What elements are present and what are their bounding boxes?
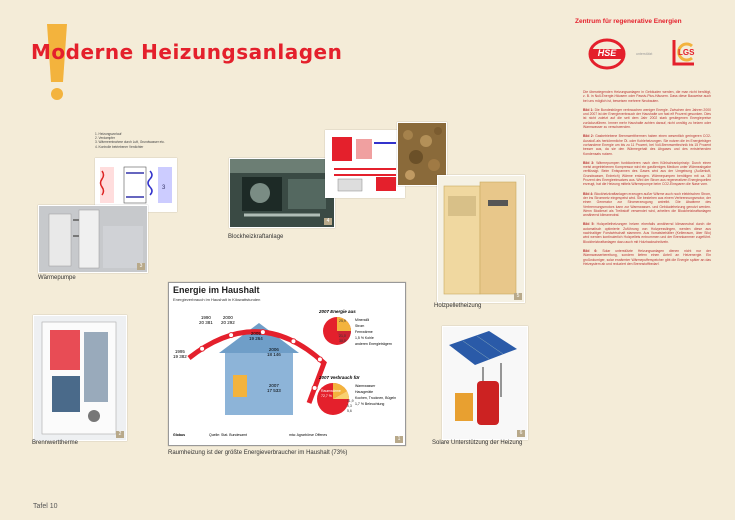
year-marker-2006 — [317, 357, 322, 362]
tag-6: 6 — [517, 430, 525, 437]
bild1-paragraph: Bild 1: Die Bundesbürger verbrauchen weniger Energie. Zwischen den Jahren 2000 und 2007 ist der Energieverbrauch der Haushalte um fast elf Prozent gesunken. Dies ist nicht zuletzt auf die seit dem Jahr 2002 stark gestiegenen Energiepreise zurückzuführen. Immer mehr Haushalte achten darauf, nicht unnötig zu heizen oder Warmwasser zu verschwenden. — [583, 107, 711, 130]
use-title: 2007 Verbrauch für — [319, 375, 360, 380]
sidebar-text — [583, 90, 711, 266]
hse-logo: HSE — [588, 38, 626, 70]
footer-right-label: mta: Agrarbörse Offenes — [289, 433, 328, 437]
tag-4: 4 — [324, 218, 332, 225]
heat-pump-photo — [38, 205, 148, 273]
tag-2: 2 — [116, 431, 124, 438]
bild4-paragraph: Bild 4: Blockheizkraftanlagen erzeugen außer Wärme auch noch elektrischen Strom, der ins Stromnetz eingespeist wird. Sie bestehen aus einem Verbrennungsmotor, der einen Generator zur Stromerzeugung antreibt. Die Abwärme des Verbrennungsmotors kann zur Warmwasser- und Gebäudeheizung genutzt werden. Wenn Biodiesel als Treibstoff verwendet wird, arbeiten die Blockheizkraftanlagen annähernd klimaneutral. — [583, 191, 711, 218]
use-values: Raumwärme 72,7 % 11,9 5,3 5,6 — [321, 389, 354, 413]
year-marker-1995 — [229, 333, 234, 338]
page-title: Moderne Heizungsanlagen — [31, 40, 343, 64]
tag-5: 5 — [514, 293, 522, 300]
condensing-boiler-photo — [33, 315, 127, 441]
bhkw-diagram — [325, 130, 405, 198]
bild3-paragraph: Bild 3: Wärmepumpen funktionieren nach dem Kühlschrankprinzip: Durch einen meist angetriebenen Kompressor wird ein gasförmiges Medium unter Wärmeabgabe verflüssigt. Beim Entspannen des Gases wird aus der Umgebung (Außenluft, Grundwasser, Erdreich) Wärme entzogen. Wärmepumpen benötigen mit ca. 30 Prozent des Energieeinsatzes aus. Wird der Strom aus regenerativen Energiequellen erzeugt, hat die Heizung mittels Wärmepumpe beim CO2-Einsparen die Nase vorn. — [583, 160, 711, 187]
year-2006: 2006 18 146 — [267, 347, 281, 357]
year-marker-2007 — [312, 385, 317, 390]
energy-chart-svg — [169, 283, 405, 445]
lgs-logo: LGS — [668, 36, 700, 70]
caption-chart: Raumheizung ist der größte Energieverbraucher im Haushalt (73%) — [168, 450, 348, 456]
energy-chart-panel — [168, 282, 406, 446]
pie-items: Mineralöl Strom Fernwärme 1,5 % Kohle anderen Energieträgern — [355, 318, 392, 346]
solar-heating-photo — [442, 326, 528, 440]
year-2000: 2000 20 292 — [221, 315, 235, 325]
year-1995: 1995 19 382 — [173, 349, 187, 359]
bild2-paragraph: Bild 2: Gasbetriebene Brennwertthermen haben einen wesentlich geringeren CO2-Ausstoß als herkömmliche Öl- oder Kohleheizungen. Sie nutzen die im Energieträger vorhandene Energie um bis zu 11 Prozent, bei Voll-Brennwerttechnik bis 15 Prozent besser aus, da sie den Wärmegehalt des Abgases und des entstehenden Kondensats nutzen. — [583, 134, 711, 156]
caption-brennwert: Brennwerttherme — [32, 440, 79, 446]
caption-bhkw: Blockheizkraftanlage — [228, 234, 284, 240]
source-label: Quelle: Stat. Bundesamt — [209, 433, 247, 437]
year-marker-2005 — [291, 339, 296, 344]
tag-3: 3 — [137, 263, 145, 270]
year-1990: 1990 20 381 — [199, 315, 213, 325]
tag-1: 1 — [395, 436, 403, 443]
unterstuetzt-label: unterstützt — [636, 52, 653, 56]
bild6-paragraph: Bild 6: Solar unterstützte Heizungsanlagen dienen nicht nur der Warmwasserbereitung, sondern liefern einen Anteil an Heizenergie. Ein großvolumiger, solar erwärmter Wärmepufferspeicher gibt die Energie später an das Heizsystem ab und reduziert den Brennstoffbedarf. — [583, 248, 711, 266]
globus-label: Globus — [173, 433, 186, 437]
bild5-paragraph: Bild 5: Holzpelletheizungen heizen ebenfalls annähernd klimaneutral durch die automatisch optimierte Zuführung von Holzpresslingen, werden diese aus nachhaltiger Forstwirtschaft stammen. Aus Vorratsbehälter (Kellerraum, über Silo) wird werden kontinuierlich Holzpellets entnommen und der Brennkammer zugeführt. Blockheizkraftanlagen dazu auch mit Holzhackschnitzeln. — [583, 222, 711, 244]
pie-values: 25,9 8/22,6 20,5 % 21,0 30,0 — [309, 319, 346, 343]
page-number: Tafel 10 — [33, 503, 58, 510]
center-name: Zentrum für regenerative Energien — [575, 18, 682, 25]
use-items: Warmwasser Hausgeräte Kochen, Trocknen, Bügeln 1,7 % Beleuchtung — [355, 384, 397, 406]
pellet-heater-photo — [437, 175, 525, 303]
year-2007: 2007 17 533 — [267, 383, 281, 393]
svg-text:3: 3 — [162, 185, 166, 191]
caption-waermepumpe: Wärmepumpe — [38, 275, 76, 281]
heat-pump-diagram — [95, 158, 177, 212]
legend-list: 1. Heizungsvorlauf 2. Verdampfer 3. Wärmeentnahme durch Luft, Grundwasser etc. 4. Kontrolle betriebener Verdichter — [95, 132, 165, 149]
chart-title: Energie im Haushalt — [173, 285, 260, 295]
house-switch — [233, 375, 247, 397]
bhkw-photo — [229, 158, 335, 228]
caption-pellet: Holzpelletheizung — [434, 303, 482, 309]
caption-solar: Solare Unterstützung der Heizung — [432, 440, 523, 446]
intro-paragraph: Die überwiegenden Heizungsanlagen in Gebäuden werden, die man nicht benötigt, z. B. in Null-Energie-Häusern oder Passiv-Plus-Häusern. Dass diese Bauweise auch bei uns möglich ist, beweisen mehrere Neubauten. — [583, 90, 711, 103]
year-marker-1990 — [200, 346, 205, 351]
pie-title: 2007 Energie aus — [319, 309, 356, 314]
chart-subtitle: Energieverbrauch im Haushalt in Kilowattstunden — [173, 297, 261, 302]
year-2005: 2005 19 264 — [249, 331, 263, 341]
